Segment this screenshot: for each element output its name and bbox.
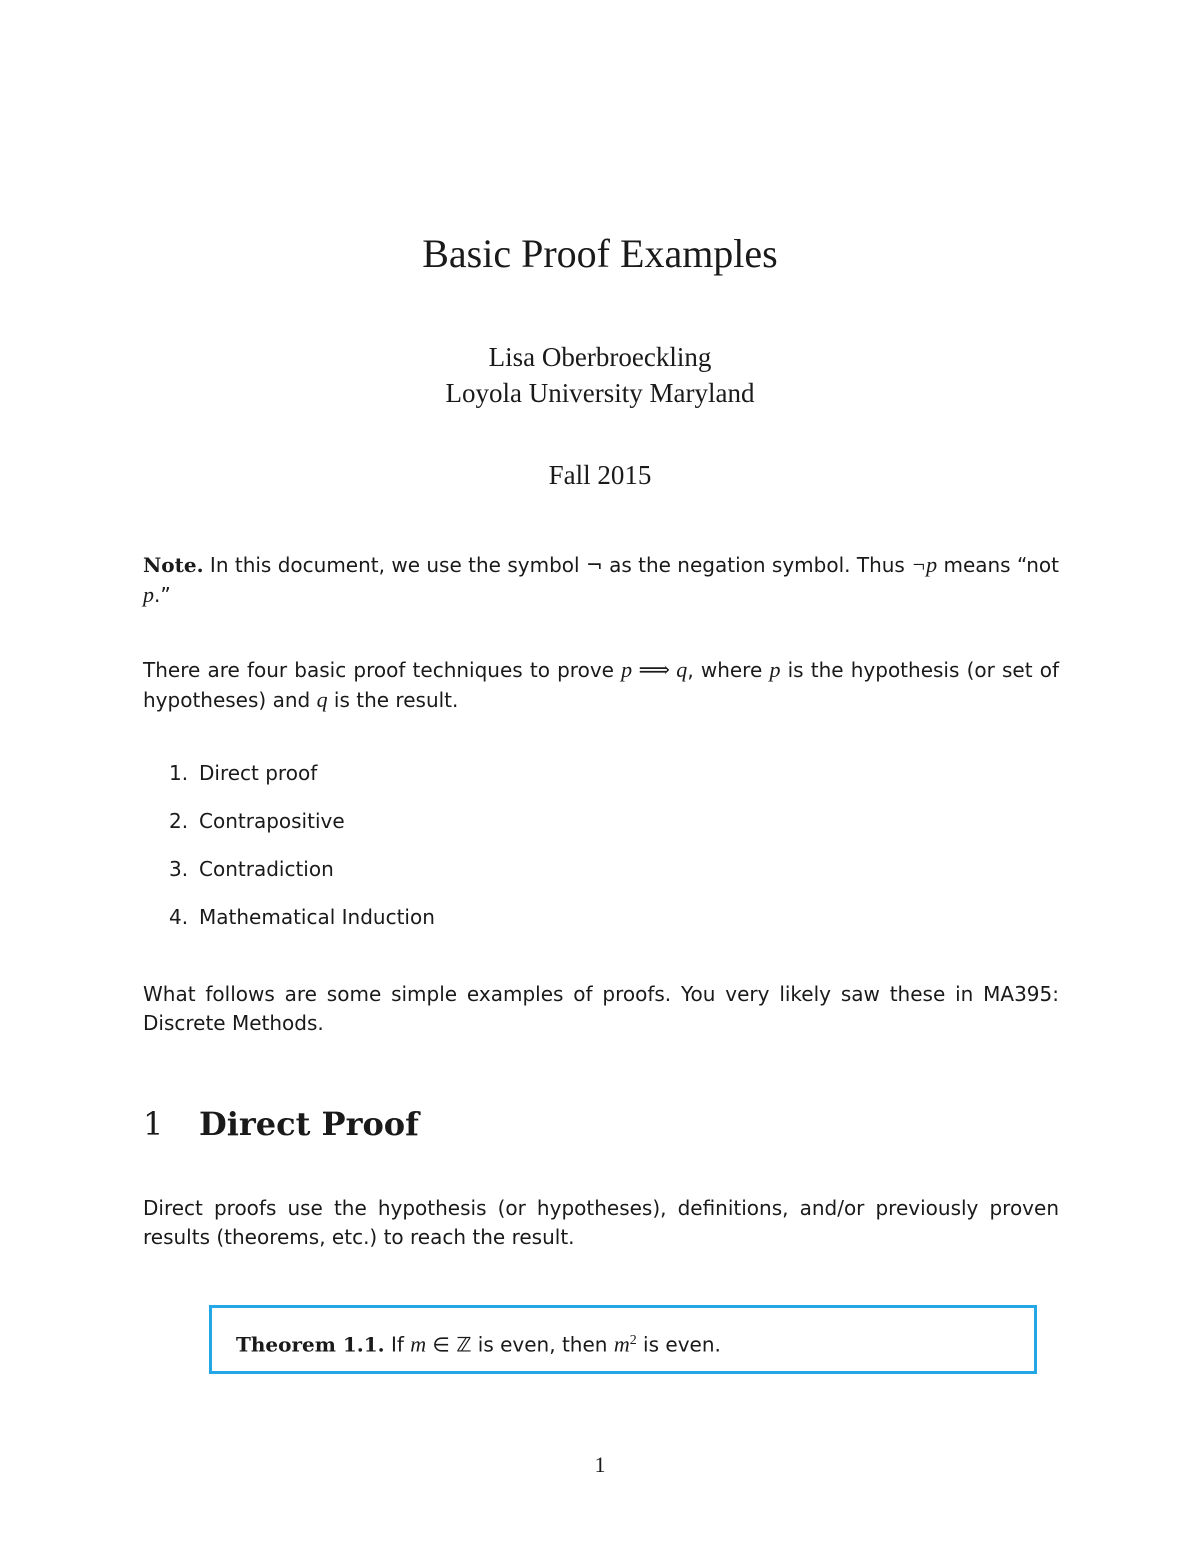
list-item-label: Contradiction: [199, 857, 334, 881]
list-item-label: Mathematical Induction: [199, 905, 435, 929]
author-affiliation: Loyola University Maryland: [445, 378, 755, 408]
note-paragraph: [143, 550, 1059, 610]
implication-math: p ⟹ q: [621, 657, 688, 682]
p-math: p: [769, 657, 781, 682]
intro-text-1: There are four basic proof techniques to prove: [143, 658, 622, 682]
list-item-number: 4.: [169, 905, 189, 929]
theorem-statement: [236, 1327, 721, 1359]
list-item-label: Direct proof: [199, 761, 318, 785]
theorem-label: Theorem 1.1.: [236, 1332, 385, 1357]
list-item-number: 2.: [169, 809, 189, 833]
note-text-2: as the negation symbol. Thus: [602, 553, 912, 577]
m-math: m: [410, 1331, 427, 1357]
q-math: q: [316, 687, 328, 712]
note-label: Note.: [143, 553, 204, 577]
theorem-text-2: is even, then: [471, 1332, 614, 1357]
section-number: 1: [143, 1105, 164, 1143]
negation-p-math: ¬p: [911, 552, 938, 577]
direct-proof-paragraph: Direct proofs use the hypothesis (or hypotheses), definitions, and/or previously proven results (theorems, etc.) to reach the result.: [143, 1196, 1059, 1249]
list-item: [169, 901, 435, 949]
theorem-text-1: If: [384, 1332, 411, 1357]
exponent: 2: [629, 1333, 637, 1348]
list-item: [169, 757, 435, 805]
section-title: Direct Proof: [199, 1105, 419, 1143]
section-heading: [143, 1100, 419, 1148]
integers-symbol: ℤ: [456, 1332, 472, 1357]
theorem-box: [209, 1305, 1037, 1374]
list-item-number: 3.: [169, 857, 189, 881]
intro-text-2: , where: [687, 658, 770, 682]
list-item: [169, 805, 435, 853]
document-date: Fall 2015: [548, 460, 652, 490]
intro-text-3: is the hypothesis (or set of hypotheses) and: [143, 658, 1060, 712]
proof-techniques-list: [169, 757, 435, 949]
author-name: Lisa Oberbroeckling: [488, 342, 712, 372]
negation-symbol: ¬: [585, 553, 603, 577]
page-number: 1: [594, 1452, 606, 1477]
note-text-4: .”: [154, 583, 171, 607]
list-item: [169, 853, 435, 901]
list-item-label: Contrapositive: [199, 809, 345, 833]
follows-paragraph: What follows are some simple examples of proofs. You very likely saw these in MA395: Discrete Methods.: [143, 982, 1059, 1035]
m-squared-base: m: [613, 1331, 630, 1357]
intro-text-4: is the result.: [327, 688, 459, 712]
intro-paragraph: [143, 655, 1059, 715]
p-math: p: [143, 582, 154, 607]
note-text-1: In this document, we use the symbol: [203, 553, 586, 577]
note-text-3: means “not: [937, 553, 1059, 577]
document-title: Basic Proof Examples: [422, 231, 778, 276]
list-item-number: 1.: [169, 761, 189, 785]
element-of-symbol: ∈: [426, 1332, 457, 1357]
theorem-text-3: is even.: [636, 1332, 721, 1357]
